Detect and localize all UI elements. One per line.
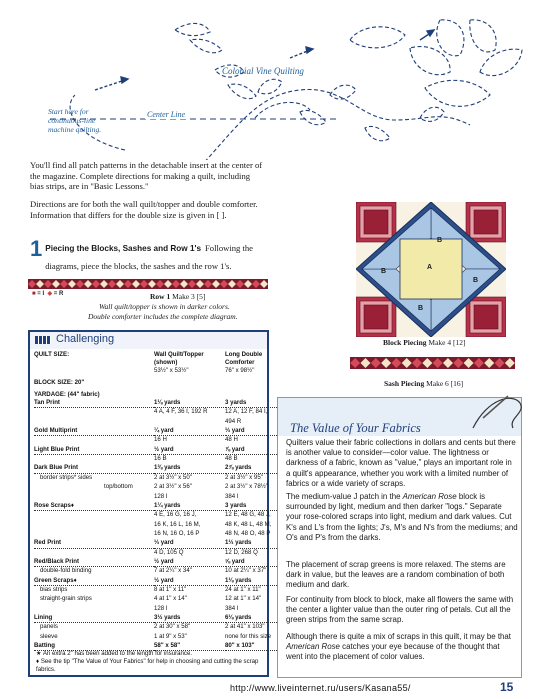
intro-paragraph-1: You'll find all patch patterns in the detachable insert at the center of the magazine. Complete directions for making a quilt, including bias strips, are in "Basic Lessons." bbox=[30, 160, 263, 192]
materials-row bbox=[34, 418, 287, 426]
sash-caption-make: Make 6 [16] bbox=[426, 379, 464, 388]
materials-cell-c3: 48 H bbox=[225, 436, 238, 444]
start-here-label: Start here for continuous-line machine quilting. bbox=[48, 107, 102, 134]
value-paragraph-4: For continuity from block to block, make all flowers the same with the center a lighter value than the outer ring of petals. Cut all the green strips from the same scrap. bbox=[286, 595, 514, 625]
materials-cell-c3: 6⅛ yards bbox=[225, 614, 295, 623]
sash-piecing-caption bbox=[384, 379, 463, 388]
materials-cell-c2: 1 at 9" x 53" bbox=[154, 632, 187, 640]
materials-row bbox=[34, 586, 287, 594]
materials-cell-c1: panels bbox=[40, 623, 58, 631]
materials-cell-c3: 12 D, 268 Q bbox=[225, 548, 258, 556]
materials-cell-c2: 4 at 1" x 14" bbox=[154, 595, 187, 603]
legend-r: R bbox=[58, 291, 64, 297]
materials-cell-c2: 16 B bbox=[154, 455, 167, 463]
block-letter-b-bottom: B bbox=[418, 305, 424, 312]
materials-cell-c3: 10 at 2¼" x 37" bbox=[225, 567, 267, 575]
materials-cell-c2: 2 at 3½" x 56" bbox=[154, 483, 192, 491]
materials-cell-c2: ¼ yard bbox=[154, 427, 224, 436]
materials-cell-c3: 80" x 103" bbox=[225, 642, 295, 651]
colonial-vine-quilting-diagram bbox=[0, 0, 539, 160]
block-letter-b-right: B bbox=[473, 277, 479, 284]
materials-cell-c2: 4 D, 105 Q bbox=[154, 548, 184, 556]
sash-caption-bold: Sash Piecing bbox=[384, 379, 425, 388]
vine-quilting-label: Colonial Vine Quilting bbox=[222, 66, 304, 76]
materials-row bbox=[34, 464, 287, 472]
wall-header-2: (shown) bbox=[154, 359, 178, 366]
value-p2-a: The medium-value J patch in the bbox=[286, 492, 403, 501]
materials-cell-c3: 2⅞ yards bbox=[225, 464, 295, 473]
materials-cell-c2: ⅓ yard bbox=[154, 539, 224, 548]
materials-row bbox=[34, 493, 287, 501]
value-title: The Value of Your Fabrics bbox=[290, 421, 421, 435]
materials-cell-c1: Light Blue Print bbox=[34, 446, 154, 455]
materials-cell-c2: 2 at 3½" x 50" bbox=[154, 473, 192, 481]
materials-cell-c1: Dark Blue Print bbox=[34, 464, 154, 473]
block-caption-make: Make 4 [12] bbox=[428, 338, 466, 347]
materials-row bbox=[34, 474, 287, 482]
materials-cell-c2: 8 at 1" x 11" bbox=[154, 586, 187, 593]
quilt-size-label: QUILT SIZE: bbox=[34, 351, 70, 358]
materials-row bbox=[34, 455, 287, 463]
materials-cell-c2: 128 I bbox=[154, 492, 168, 500]
materials-cell-c3: ⅞ yard bbox=[225, 446, 295, 455]
difficulty-title: Challenging bbox=[56, 333, 115, 345]
materials-cell-c2: 1⅜ yards bbox=[154, 464, 224, 473]
block-piecing-caption bbox=[383, 338, 466, 347]
materials-cell-c3: 12 E, 48 G, 48 J, bbox=[225, 511, 271, 519]
materials-row bbox=[34, 511, 287, 519]
value-p5-b: catches your eye because of the thought that went into the placement of color values. bbox=[286, 642, 500, 662]
step-1-heading bbox=[30, 238, 270, 274]
value-p2-italic: American Rose bbox=[402, 492, 457, 501]
materials-row bbox=[34, 623, 287, 631]
materials-row bbox=[34, 633, 287, 641]
block-caption-bold: Block Piecing bbox=[383, 338, 427, 347]
materials-cell-c2: ½ yard bbox=[154, 577, 224, 586]
value-p5-a: Although there is quite a mix of scraps in this quilt, it may be that bbox=[286, 632, 511, 641]
materials-row bbox=[34, 427, 287, 435]
value-paragraph-2 bbox=[286, 492, 518, 543]
sash-piecing-diagram bbox=[350, 357, 515, 369]
materials-row bbox=[34, 483, 287, 491]
materials-cell-c1: Lining bbox=[34, 614, 154, 623]
materials-cell-c3: 24 at 1" x 11" bbox=[225, 586, 261, 593]
materials-cell-c1: Batting bbox=[34, 642, 154, 651]
intro-paragraph-2: Directions are for both the wall quilt/topper and double comforter. Information that differs for the double size is given in [ ]. bbox=[30, 199, 258, 220]
materials-cell-c3: 3 yards bbox=[225, 502, 295, 511]
block-letter-a: A bbox=[427, 264, 433, 271]
materials-row bbox=[34, 502, 287, 510]
materials-cell-c3: 48 B bbox=[225, 455, 238, 463]
materials-cell-c1: bias strips bbox=[40, 586, 68, 593]
materials-cell-c2: 2 at 30" x 58" bbox=[154, 623, 191, 631]
materials-row bbox=[34, 567, 287, 575]
materials-row bbox=[34, 408, 287, 416]
footnote-2: ♦ See the tip "The Value of Your Fabrics" for help in choosing and cutting the scrap fabrics. bbox=[36, 658, 259, 674]
materials-cell-c2: 1¼ yards bbox=[154, 502, 224, 511]
double-header: Long Double bbox=[225, 351, 263, 358]
materials-row bbox=[34, 530, 287, 538]
materials-row bbox=[34, 399, 287, 407]
materials-row bbox=[34, 614, 287, 622]
materials-cell-c1: Rose Scraps♦ bbox=[34, 502, 154, 511]
materials-row bbox=[34, 539, 287, 547]
footer-url[interactable]: http://www.liveinternet.ru/users/Kasana55/ bbox=[230, 683, 411, 693]
materials-cell-c3: 48 K, 48 L, 48 M, bbox=[225, 520, 272, 528]
materials-cell-c1: top/bottom bbox=[104, 483, 133, 491]
materials-title-bar bbox=[30, 332, 267, 349]
materials-cell-c1: Red Print bbox=[34, 539, 154, 548]
materials-cell-c3: 494 R bbox=[225, 417, 242, 425]
block-letter-b-top: B bbox=[437, 237, 443, 244]
materials-cell-c3: 12 A, 12 F, 84 I, bbox=[225, 408, 268, 416]
materials-cell-c1: sleeve bbox=[40, 632, 58, 640]
materials-cell-c3: ⅓ yard bbox=[225, 427, 295, 436]
row-1-caption-make: Make 3 [5] bbox=[172, 292, 206, 301]
row-1-note-2: Double comforter includes the complete diagram. bbox=[88, 312, 238, 321]
materials-cell-c2: 58" x 58" bbox=[154, 642, 224, 651]
wall-size: 53½" x 53½" bbox=[154, 367, 189, 374]
materials-row bbox=[34, 595, 287, 603]
wall-header: Wall Quilt/Topper bbox=[154, 351, 204, 358]
step-number: 1 bbox=[30, 236, 43, 261]
difficulty-icon bbox=[35, 336, 51, 344]
materials-cell-c2: 16 N, 16 O, 16 P bbox=[154, 529, 200, 537]
materials-row bbox=[34, 577, 287, 585]
materials-cell-c3: 12 at 1" x 14" bbox=[225, 595, 262, 603]
footnote-1: ★ An extra 2" has been added to the length for insurance. bbox=[36, 650, 193, 657]
materials-cell-c3: 1⅛ yards bbox=[225, 577, 295, 586]
materials-cell-c2: ½ yard bbox=[154, 446, 224, 455]
materials-cell-c3: ⅝ yard bbox=[225, 558, 295, 567]
materials-cell-c1: straight-grain strips bbox=[40, 595, 92, 603]
row-1-caption-bold: Row 1 bbox=[150, 292, 171, 301]
materials-cell-c2: 1⅛ yards bbox=[154, 399, 224, 408]
row-1-note-1: Wall quilt/topper is shown in darker colors. bbox=[99, 302, 230, 311]
materials-cell-c3: 2 at 3½" x 78½" bbox=[225, 483, 268, 491]
materials-cell-c2: 4 E, 16 G, 16 J, bbox=[154, 511, 197, 519]
materials-cell-c1: Red/Black Print bbox=[34, 558, 154, 567]
materials-cell-c1: Gold Multiprint bbox=[34, 427, 154, 436]
materials-cell-c3: 48 N, 48 O, 48 P bbox=[225, 529, 271, 537]
value-paragraph-1: Quilters value their fabric collections in dollars and cents but there is another value to consider—color value. The lightness or darkness of a fabric, known as "value," plays an important role in a quilt's appearance, whether you work with a limited number of fabrics or a wide variety of scraps. bbox=[286, 438, 516, 488]
materials-cell-c1: border strips* sides bbox=[40, 473, 93, 481]
block-size: BLOCK SIZE: 20" bbox=[34, 379, 85, 386]
center-line-label: Center Line bbox=[147, 110, 185, 119]
materials-cell-c3: 1⅓ yards bbox=[225, 539, 295, 548]
materials-row bbox=[34, 558, 287, 566]
double-header-2: Comforter bbox=[225, 359, 255, 366]
value-p5-italic: American Rose bbox=[286, 642, 340, 652]
materials-cell-c1: double-fold binding bbox=[40, 567, 92, 575]
materials-cell-c3: 384 I bbox=[225, 492, 239, 500]
materials-cell-c3: 384 I bbox=[225, 604, 239, 612]
materials-cell-c2: 16 H bbox=[154, 436, 167, 444]
yardage-label: YARDAGE: (44" fabric) bbox=[34, 391, 100, 398]
materials-row bbox=[34, 549, 287, 557]
needle-thread-icon bbox=[468, 388, 528, 434]
materials-row bbox=[34, 521, 287, 529]
materials-cell-c2: 4 A, 4 F, 36 I, 192 R bbox=[154, 408, 208, 416]
value-box bbox=[277, 397, 522, 678]
row-1-caption bbox=[150, 292, 205, 301]
materials-row bbox=[34, 605, 287, 613]
footnote-1-text: An extra 2" has been added to the length for insurance. bbox=[42, 650, 193, 657]
materials-cell-c3: 2 at 3½" x 95" bbox=[225, 473, 263, 481]
double-size: 76" x 98½" bbox=[225, 367, 255, 374]
materials-row bbox=[34, 446, 287, 454]
materials-cell-c1: Green Scraps♦ bbox=[34, 577, 154, 586]
materials-cell-c2: 7 at 2¼" x 34" bbox=[154, 567, 192, 575]
row-1-diagram bbox=[28, 279, 268, 289]
materials-cell-c2: 128 I bbox=[154, 604, 168, 612]
materials-cell-c3: 2 at 41" x 103" bbox=[225, 623, 265, 631]
materials-cell-c1: Tan Print bbox=[34, 399, 154, 408]
materials-row bbox=[34, 642, 287, 650]
step-text: Following the diagrams, piece the blocks, the sashes and the row 1's. bbox=[45, 243, 253, 271]
materials-box bbox=[28, 330, 272, 677]
materials-cell-c2: ½ yard bbox=[154, 558, 224, 567]
materials-row bbox=[34, 436, 287, 444]
value-paragraph-3: The placement of scrap greens is more relaxed. The stems are dark in value, but the leaves are a random combination of both medium and dark. bbox=[286, 560, 506, 590]
footnote-2-text: See the tip "The Value of Your Fabrics" for help in choosing and cutting the scrap fabrics. bbox=[36, 658, 259, 674]
step-title: Piecing the Blocks, Sashes and Row 1's bbox=[45, 244, 201, 253]
row-1-legend: ■ = I ◆ = R bbox=[32, 291, 64, 297]
block-letter-b-left: B bbox=[381, 268, 387, 275]
legend-i: I bbox=[42, 291, 45, 297]
materials-cell-c3: none for this size bbox=[225, 632, 272, 640]
materials-cell-c2: 3½ yards bbox=[154, 614, 224, 623]
value-paragraph-5 bbox=[286, 632, 518, 663]
value-p2-b: block is surrounded by light, medium and then darker "logs." Separate your rose-colored scraps into light, medium and dark values. Cut K's and L's from the lights; J's, M's and N's from the mediums; and O's and P's from the darks. bbox=[286, 492, 518, 542]
materials-cell-c3: 3 yards bbox=[225, 399, 295, 408]
materials-cell-c2: 16 K, 16 L, 16 M, bbox=[154, 520, 201, 528]
page-number: 15 bbox=[500, 680, 514, 694]
